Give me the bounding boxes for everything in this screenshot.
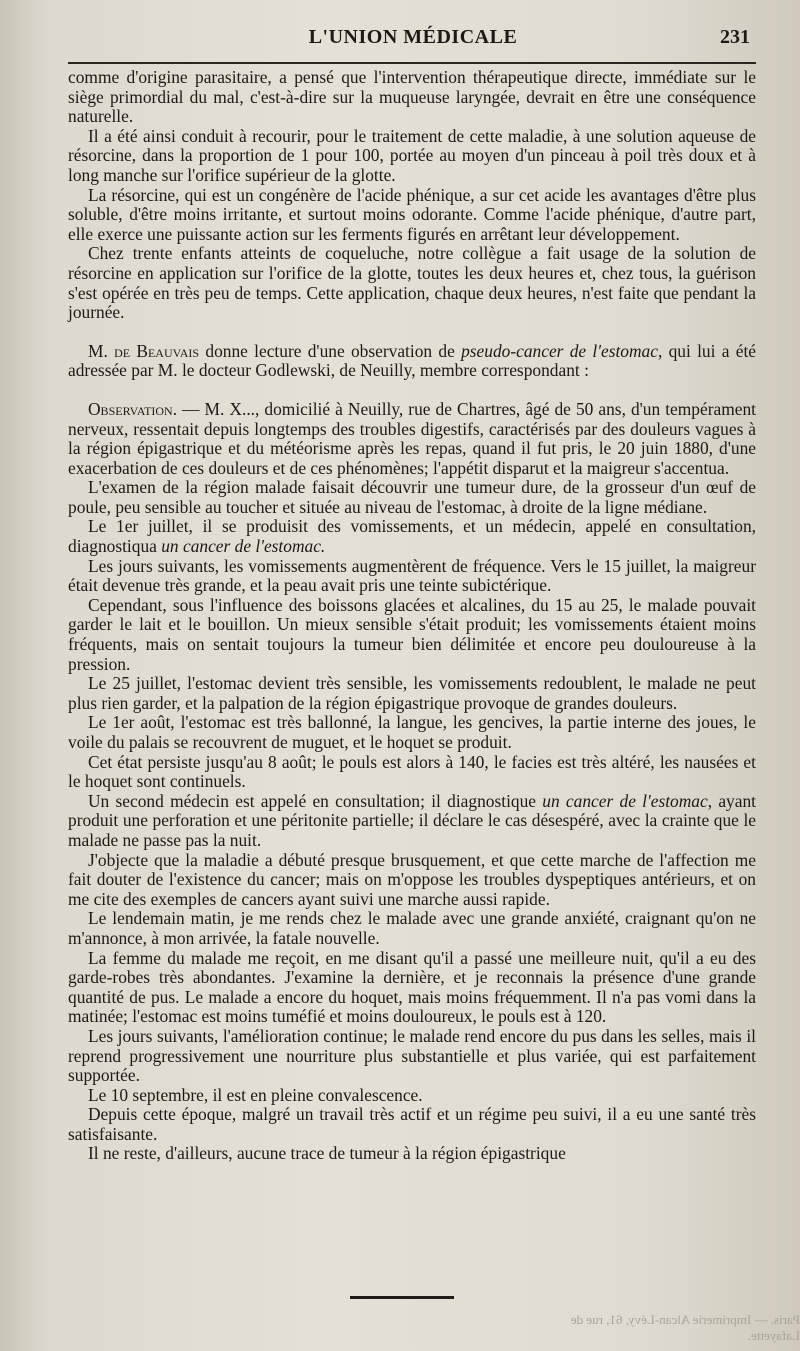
diagnosis-italic: un cancer de l'estomac.	[161, 536, 326, 557]
paragraph: La résorcine, qui est un congénère de l'acide phénique, a sur cet acide les avantages d'être plus soluble, d'être moins irritante, et surtout moins odorante. Comme l'acide phénique, d'autre part, elle exerce une puissante action sur les ferments figurés en arrêtant leur développement.	[68, 184, 756, 244]
paragraph: Le 10 septembre, il est en pleine convalescence.	[88, 1084, 423, 1105]
observation-label: Observation.	[88, 398, 178, 419]
paragraph-text: donne lecture d'une observation de	[199, 340, 462, 361]
paragraph: J'objecte que la maladie a débuté presque brusquement, et que cette marche de l'affection me fait douter de l'existence du cancer; mais on m'oppose les troubles dyspeptiques antérieurs, et on me cite des exemples de cancers ayant suivi une marche aussi rapide.	[68, 849, 756, 909]
page-number: 231	[720, 26, 750, 48]
paragraph-text: Le 1er juillet, il se produisit des vomissements, et un médecin, appelé en consultation, diagnostiqua	[68, 516, 756, 557]
page-header	[68, 22, 758, 58]
running-title: L'UNION MÉDICALE	[308, 26, 518, 48]
paragraph: Le 25 juillet, l'estomac devient très sensible, les vomissements redoublent, le malade ne peut plus rien garder, et la palpation de la région épigastrique provoque de grandes douleurs.	[68, 673, 756, 713]
paragraph	[68, 517, 756, 556]
paragraph: Les jours suivants, les vomissements augmentèrent de fréquence. Vers le 15 juillet, la maigreur était devenue très grande, et la peau avait pris une teinte subictérique.	[68, 555, 756, 596]
article-body	[68, 68, 756, 1164]
paragraph: La femme du malade me reçoit, en me disant qu'il a passé une meilleure nuit, qu'il a eu des garde-robes très abondantes. J'examine la dernière, et je reconnais la présence d'une grande quantité de pus. Le malade a encore du hoquet, mais moins fréquemment. Il n'a pas vomi dans la matinée; l'estomac est moins tuméfié et moins douloureux, le pouls est à 120.	[68, 947, 756, 1027]
paragraph	[68, 792, 756, 851]
diagnosis-italic: un cancer de l'estomac	[542, 790, 708, 811]
paragraph: Les jours suivants, l'amélioration continue; le malade rend encore du pus dans les selles, mais il reprend progressivement une nourriture plus substantielle et plus variée, qui est parfaitement supportée.	[68, 1025, 756, 1086]
paragraph: Cet état persiste jusqu'au 8 août; le pouls est alors à 140, le facies est très altéré, les nausées et le hoquet sont continuels.	[68, 751, 756, 792]
paragraph-text: — M. X..., domicilié à Neuilly, rue de Chartres, âgé de 50 ans, d'un tempérament nerveux, ressentait depuis longtemps des troubles digestifs, caractérisés par des douleurs vagues à la région épigastrique et du météorisme après les repas, quand il fut pris, le 20 juin 1880, d'une exacerbation de ces douleurs et de ces phénomènes; l'appétit disparut et la maigreur s'accentua.	[68, 398, 756, 478]
observation-title: pseudo-cancer de l'estomac	[461, 340, 658, 361]
paragraph: Chez trente enfants atteints de coqueluche, notre collègue a fait usage de la solution de résorcine en application sur l'orifice de la glotte, toutes les deux heures et, chez tous, la guérison s'est opérée en très peu de temps. Cette application, chaque deux heures, n'est faite que pendant la journée.	[68, 243, 756, 323]
paragraph: L'examen de la région malade faisait découvrir une tumeur dure, de la grosseur d'un œuf de poule, peu sensible au toucher et située au niveau de l'estomac, à droite de la ligne médiane.	[68, 477, 756, 517]
header-rule	[68, 62, 756, 64]
end-rule	[350, 1296, 454, 1299]
paragraph-text: , qui lui a été adressée par M. le docteur Godlewski, de Neuilly, membre correspondant :	[68, 340, 757, 381]
paragraph: Il ne reste, d'ailleurs, aucune trace de tumeur à la région épigastrique	[88, 1143, 566, 1164]
paragraph: comme d'origine parasitaire, a pensé que l'intervention thérapeutique directe, immédiate sur le siège primordial du mal, c'est-à-dire sur la muqueuse laryngée, devrait en être une conséquence naturelle.	[68, 67, 756, 127]
speaker-name: M. de Beauvais	[88, 340, 200, 361]
paragraph: Le lendemain matin, je me rends chez le malade avec une grande anxiété, craignant qu'on ne m'annonce, à mon arrivée, la fatale nouvelle.	[68, 908, 756, 948]
paragraph: Le 1er août, l'estomac est très ballonné, la langue, les gencives, la partie interne des joues, le voile du palais se recouvrent de muguet, et le hoquet se produit.	[68, 712, 756, 752]
paragraph: Il a été ainsi conduit à recourir, pour le traitement de cette maladie, à une solution aqueuse de résorcine, dans la proportion de 1 pour 100, portée au moyen d'un pinceau à poil très doux et à long manche sur l'orifice supérieur de la glotte.	[68, 125, 756, 185]
bleed-through-text: Paris. — Imprimerie Alcan-Lévy, 61, rue de Lafayette.	[570, 1312, 800, 1343]
paragraph-text: , ayant produit une perforation et une péritonite partielle; il déclare le cas désespéré, avec la crainte que le malade ne passe pas la nuit.	[68, 790, 756, 850]
paragraph: Depuis cette époque, malgré un travail très actif et un régime peu suivi, il a eu une santé très satisfaisante.	[68, 1104, 756, 1144]
paragraph-text: Un second médecin est appelé en consultation; il diagnostique	[88, 790, 543, 811]
paragraph	[68, 400, 756, 478]
paragraph: Cependant, sous l'influence des boissons glacées et alcalines, du 15 au 25, le malade pouvait garder le lait et le bouillon. Un mieux sensible s'était produit; les vomissements étaient moins fréquents, mais on sentait toujours la tumeur bien délimitée et encore peu douloureuse à la pression.	[68, 594, 756, 674]
paragraph	[68, 342, 756, 381]
